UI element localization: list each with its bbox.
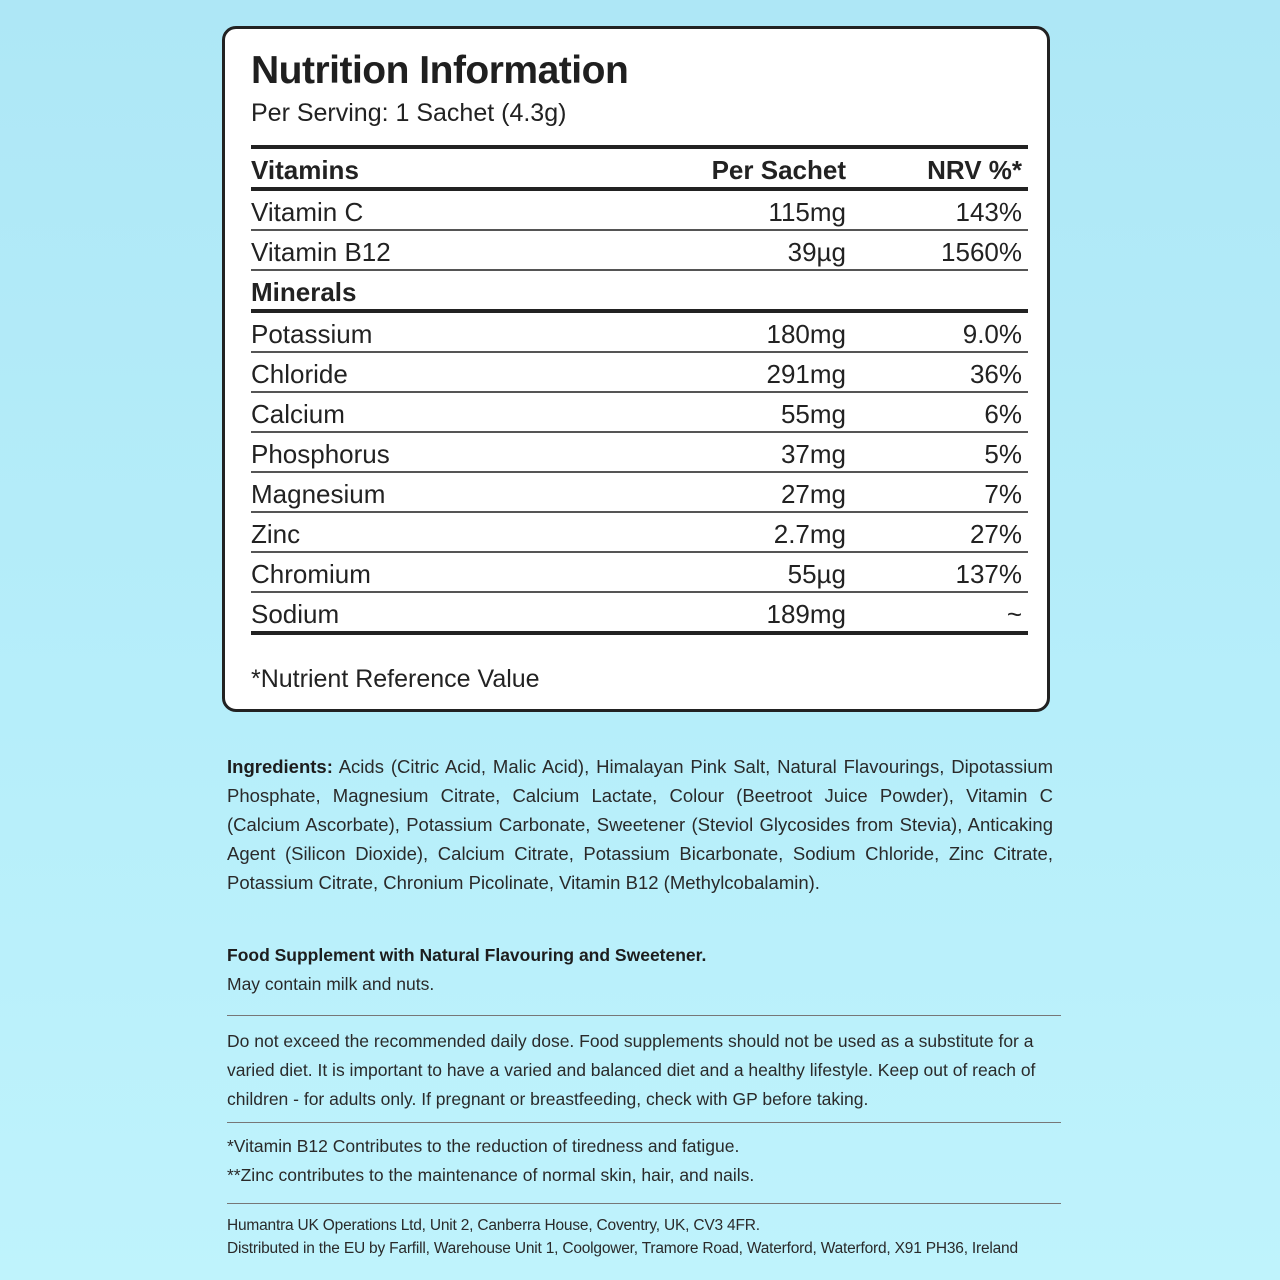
- health-claim: *Vitamin B12 Contributes to the reduction of tiredness and fatigue.: [227, 1136, 740, 1156]
- nutrient-nrv: 27%: [969, 519, 1022, 549]
- table-rule-bottom: [251, 631, 1028, 635]
- nutrient-name: Vitamin C: [251, 197, 364, 227]
- nutrient-name: Vitamin B12: [251, 237, 391, 267]
- nutrient-name: Sodium: [251, 599, 340, 629]
- nutrient-name: Phosphorus: [251, 439, 390, 469]
- table-row: [251, 553, 1028, 591]
- nutrition-table: [251, 145, 1028, 635]
- table-row: [251, 191, 1028, 229]
- manufacturer-address: Humantra UK Operations Ltd, Unit 2, Canberra House, Coventry, UK, CV3 4FR.: [227, 1217, 760, 1234]
- nutrient-nrv: 9.0%: [962, 319, 1022, 349]
- nutrient-amount: 291mg: [766, 359, 846, 389]
- nutrient-nrv: 36%: [969, 359, 1022, 389]
- table-row: [251, 433, 1028, 471]
- divider: [227, 1122, 1061, 1123]
- nutrient-amount: 55mg: [780, 399, 846, 429]
- header-nrv: NRV %*: [927, 155, 1022, 185]
- table-row: [251, 393, 1028, 431]
- divider: [227, 1015, 1061, 1016]
- header-per-sachet: Per Sachet: [711, 155, 846, 185]
- table-header-row: [251, 149, 1028, 187]
- nutrient-name: Chromium: [251, 559, 371, 589]
- nutrient-nrv: 137%: [955, 559, 1022, 589]
- nutrient-amount: 39µg: [787, 237, 846, 267]
- nutrient-nrv: 143%: [955, 197, 1022, 227]
- nutrient-amount: 27mg: [780, 479, 846, 509]
- dosage-advice: Do not exceed the recommended daily dose. Food supplements should not be used as a substitute for a varied diet. It is important to have a varied and balanced diet and a healthy lifestyle. Keep out of reach of children - for adults only. If pregnant or breastfeeding, check with GP before taking.: [227, 1031, 1036, 1109]
- nutrient-name: Zinc: [251, 519, 301, 549]
- nutrient-nrv: 5%: [984, 439, 1022, 469]
- nutrient-name: Chloride: [251, 359, 348, 389]
- table-row: [251, 593, 1028, 631]
- distributor-address: Distributed in the EU by Farfill, Warehouse Unit 1, Coolgower, Tramore Road, Waterford, Waterford, X91 PH36, Ireland: [227, 1240, 1018, 1257]
- nutrient-amount: 37mg: [780, 439, 846, 469]
- ingredients-label: Ingredients:: [227, 756, 333, 777]
- nrv-footnote: *Nutrient Reference Value: [251, 665, 540, 693]
- table-row: [251, 313, 1028, 351]
- supplement-title: Food Supplement with Natural Flavouring and Sweetener.: [227, 945, 707, 965]
- table-row: [251, 353, 1028, 391]
- table-row: [251, 513, 1028, 551]
- divider: [227, 1203, 1061, 1204]
- header-vitamins: Vitamins: [251, 155, 359, 185]
- ingredients-block: [227, 752, 1053, 897]
- minerals-heading-row: [251, 271, 1028, 309]
- table-row: [251, 473, 1028, 511]
- health-claim: **Zinc contributes to the maintenance of normal skin, hair, and nails.: [227, 1165, 755, 1185]
- nutrient-amount: 189mg: [766, 599, 846, 629]
- nutrient-nrv: ~: [1006, 599, 1022, 629]
- nutrient-amount: 55µg: [787, 559, 846, 589]
- minerals-heading: Minerals: [251, 277, 357, 307]
- serving-size: Per Serving: 1 Sachet (4.3g): [251, 99, 567, 127]
- nutrient-nrv: 1560%: [941, 237, 1022, 267]
- nutrient-name: Calcium: [251, 399, 345, 429]
- nutrient-amount: 115mg: [768, 197, 846, 227]
- nutrient-amount: 180mg: [766, 319, 846, 349]
- nutrient-name: Magnesium: [251, 479, 386, 509]
- nutrition-title: Nutrition Information: [251, 49, 629, 92]
- nutrient-nrv: 7%: [984, 479, 1022, 509]
- table-row: [251, 231, 1028, 269]
- nutrient-name: Potassium: [251, 319, 373, 349]
- ingredients-text: Acids (Citric Acid, Malic Acid), Himalayan Pink Salt, Natural Flavourings, Dipotassium Phosphate, Magnesium Citrate, Calcium Lactate, Colour (Beetroot Juice Powder), Vitamin C (Calcium Ascorbate), Potassium Carbonate, Sweetener (Steviol Glycosides from Stevia), Anticaking Agent (Silicon Dioxide), Calcium Citrate, Potassium Bicarbonate, Sodium Chloride, Zinc Citrate, Potassium Citrate, Chronium Picolinate, Vitamin B12 (Methylcobalamin).: [227, 756, 1053, 893]
- allergen-notice: May contain milk and nuts.: [227, 974, 435, 994]
- nutrition-panel: [222, 26, 1050, 712]
- nutrient-nrv: 6%: [984, 399, 1022, 429]
- nutrient-amount: 2.7mg: [773, 519, 846, 549]
